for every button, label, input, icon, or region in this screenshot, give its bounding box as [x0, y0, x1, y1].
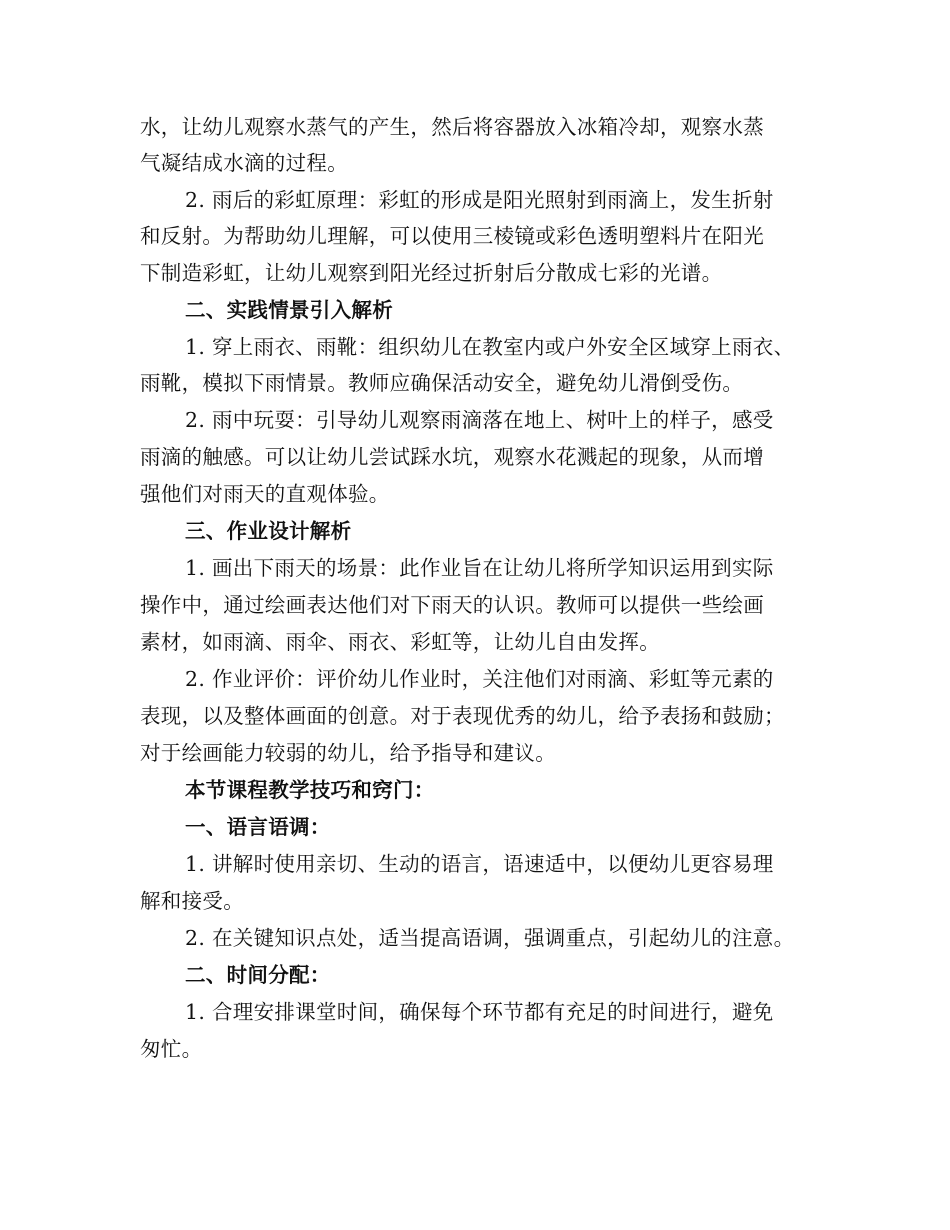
- body-text-line: 下制造彩虹，让幼儿观察到阳光经过折射后分散成七彩的光谱。: [140, 261, 723, 285]
- body-text-line: 1. 画出下雨天的场景：此作业旨在让幼儿将所学知识运用到实际: [185, 556, 774, 580]
- section-heading: 本节课程教学技巧和窍门：: [185, 778, 435, 802]
- body-text-line: 2. 在关键知识点处，适当提高语调，强调重点，引起幼儿的注意。: [185, 926, 795, 950]
- body-text-line: 2. 雨后的彩虹原理：彩虹的形成是阳光照射到雨滴上，发生折射: [185, 188, 774, 212]
- body-text-line: 1. 讲解时使用亲切、生动的语言，语速适中，以便幼儿更容易理: [185, 852, 774, 876]
- section-heading: 一、语言语调：: [185, 815, 331, 839]
- body-text-line: 表现，以及整体画面的创意。对于表现优秀的幼儿，给予表扬和鼓励；: [140, 704, 785, 728]
- body-text-line: 气凝结成水滴的过程。: [140, 151, 348, 175]
- body-text-line: 对于绘画能力较弱的幼儿，给予指导和建议。: [140, 741, 556, 765]
- body-text-line: 匆忙。: [140, 1037, 203, 1061]
- body-text-line: 素材，如雨滴、雨伞、雨衣、彩虹等，让幼儿自由发挥。: [140, 630, 660, 654]
- body-text-line: 和反射。为帮助幼儿理解，可以使用三棱镜或彩色透明塑料片在阳光: [140, 224, 764, 248]
- body-text-line: 雨滴的触感。可以让幼儿尝试踩水坑，观察水花溅起的现象，从而增: [140, 445, 764, 469]
- body-text-line: 1. 穿上雨衣、雨靴：组织幼儿在教室内或户外安全区域穿上雨衣、: [185, 335, 795, 359]
- body-text-line: 1. 合理安排课堂时间，确保每个环节都有充足的时间进行，避免: [185, 1000, 774, 1024]
- section-heading: 二、实践情景引入解析: [185, 298, 393, 322]
- section-heading: 二、时间分配：: [185, 963, 331, 987]
- body-text-line: 解和接受。: [140, 889, 244, 913]
- body-text-line: 操作中，通过绘画表达他们对下雨天的认识。教师可以提供一些绘画: [140, 593, 764, 617]
- body-text-line: 2. 雨中玩耍：引导幼儿观察雨滴落在地上、树叶上的样子，感受: [185, 408, 774, 432]
- section-heading: 三、作业设计解析: [185, 519, 352, 543]
- body-text-line: 2. 作业评价：评价幼儿作业时，关注他们对雨滴、彩虹等元素的: [185, 667, 774, 691]
- body-text-line: 雨靴，模拟下雨情景。教师应确保活动安全，避免幼儿滑倒受伤。: [140, 371, 744, 395]
- body-text-line: 水，让幼儿观察水蒸气的产生，然后将容器放入冰箱冷却，观察水蒸: [140, 115, 764, 139]
- body-text-line: 强他们对雨天的直观体验。: [140, 482, 390, 506]
